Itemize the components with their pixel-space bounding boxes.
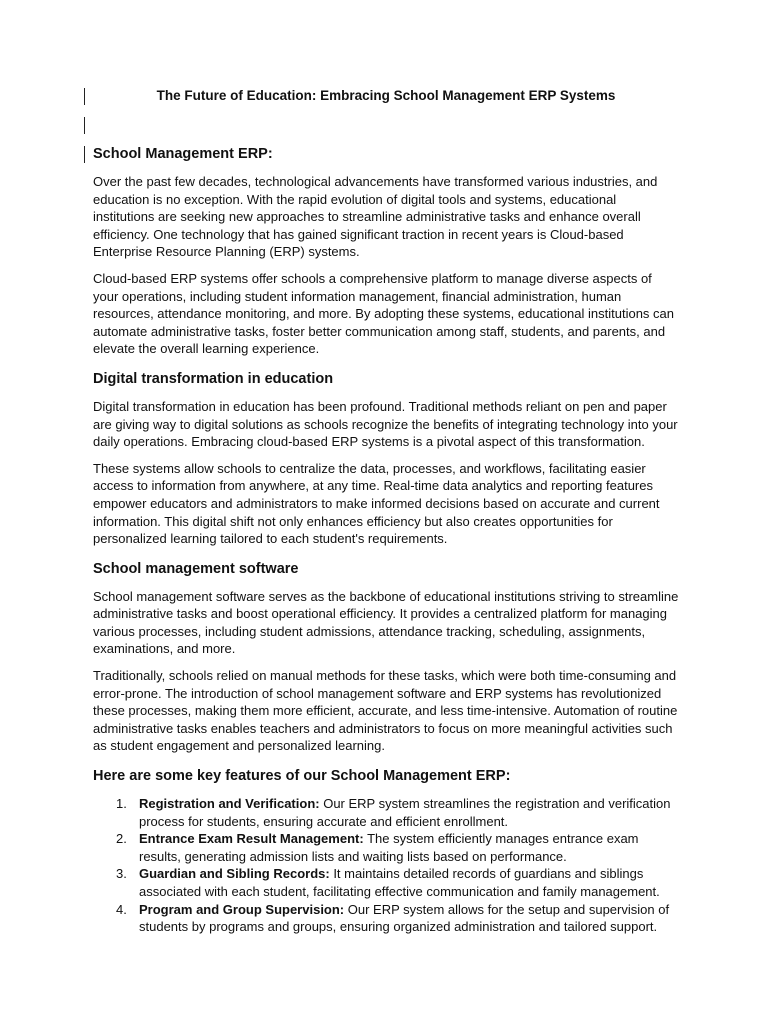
text-cursor-mark — [84, 88, 85, 105]
text-cursor-mark — [84, 146, 85, 163]
feature-text: The system efficiently manages entrance exam results, generating admission lists and waiting lists based on performance. — [139, 831, 639, 864]
section-heading: School management software — [93, 560, 299, 577]
paragraph: Over the past few decades, technological advancements have transformed various industries, and education is no exception. With the rapid evolution of digital tools and systems, educational institutions are seeking new approaches to streamline administrative tasks and enhance overall efficiency. One technology that has gained significant traction in recent years is Cloud-based Enterprise Resource Planning (ERP) systems. — [93, 174, 658, 260]
feature-label: Registration and Verification: — [139, 796, 320, 812]
section-heading: School Management ERP: — [93, 146, 273, 162]
paragraph: Traditionally, schools relied on manual methods for these tasks, which were both time-consuming and error-prone. The introduction of school management software and ERP systems has revolutionized these processes, making them more efficient, accurate, and less time-intensive. Automation of routine administrative tasks enables teachers and administrators to focus on more meaningful activities such as student engagement and personalized learning. — [93, 668, 678, 754]
text-cursor-mark — [84, 117, 85, 134]
feature-label: Guardian and Sibling Records: — [139, 866, 330, 882]
section-heading: Digital transformation in education — [93, 370, 334, 387]
document-title: The Future of Education: Embracing School Management ERP Systems — [156, 88, 616, 103]
feature-text: Our ERP system allows for the setup and supervision of students by programs and groups, ensuring organized administration and tailored support. — [139, 901, 670, 935]
paragraph: Digital transformation in education has been profound. Traditional methods reliant on pen and paper are giving way to digital solutions as schools recognize the benefits of integrating technology into your daily operations. Embracing cloud-based ERP systems is a pivotal aspect of this transformation. — [93, 398, 678, 450]
feature-label: Program and Group Supervision: — [139, 901, 345, 917]
feature-text: It maintains detailed records of guardians and siblings associated with each student, facilitating effective communication and family management. — [139, 866, 660, 899]
feature-list — [93, 795, 679, 936]
paragraph: School management software serves as the backbone of educational institutions striving to streamline administrative tasks and boost operational efficiency. It provides a centralized platform for managing various processes, including student admissions, attendance tracking, scheduling, assignments, examinations, and more. — [93, 588, 679, 657]
feature-label: Entrance Exam Result Management: — [139, 831, 364, 847]
paragraph: These systems allow schools to centralize the data, processes, and workflows, facilitating easier access to information from anywhere, at any time. Real-time data analytics and reporting features empower educators and administrators to make informed decisions based on accurate and current information. This digital shift not only enhances efficiency but also creates opportunities for personalized learning tailored to each student's requirements. — [93, 460, 660, 547]
section-heading: Here are some key features of our School Management ERP: — [93, 768, 511, 785]
list-item — [93, 865, 679, 900]
paragraph: Cloud-based ERP systems offer schools a comprehensive platform to manage diverse aspects of your operations, including student information management, financial administration, human resources, attendance monitoring, and more. By adopting these systems, educational institutions can automate administrative tasks, foster better communication among staff, students, and parents, and elevate the overall learning experience. — [93, 270, 674, 357]
list-number: 3. — [116, 866, 127, 882]
list-number: 4. — [116, 901, 127, 917]
feature-text: Our ERP system streamlines the registration and verification process for students, ensuring accurate and efficient enrollment. — [139, 796, 671, 829]
document-page[interactable] — [93, 86, 679, 936]
list-number: 1. — [116, 796, 127, 812]
list-item — [93, 830, 679, 865]
list-item — [93, 901, 679, 936]
list-number: 2. — [116, 831, 127, 847]
list-item — [93, 795, 679, 830]
